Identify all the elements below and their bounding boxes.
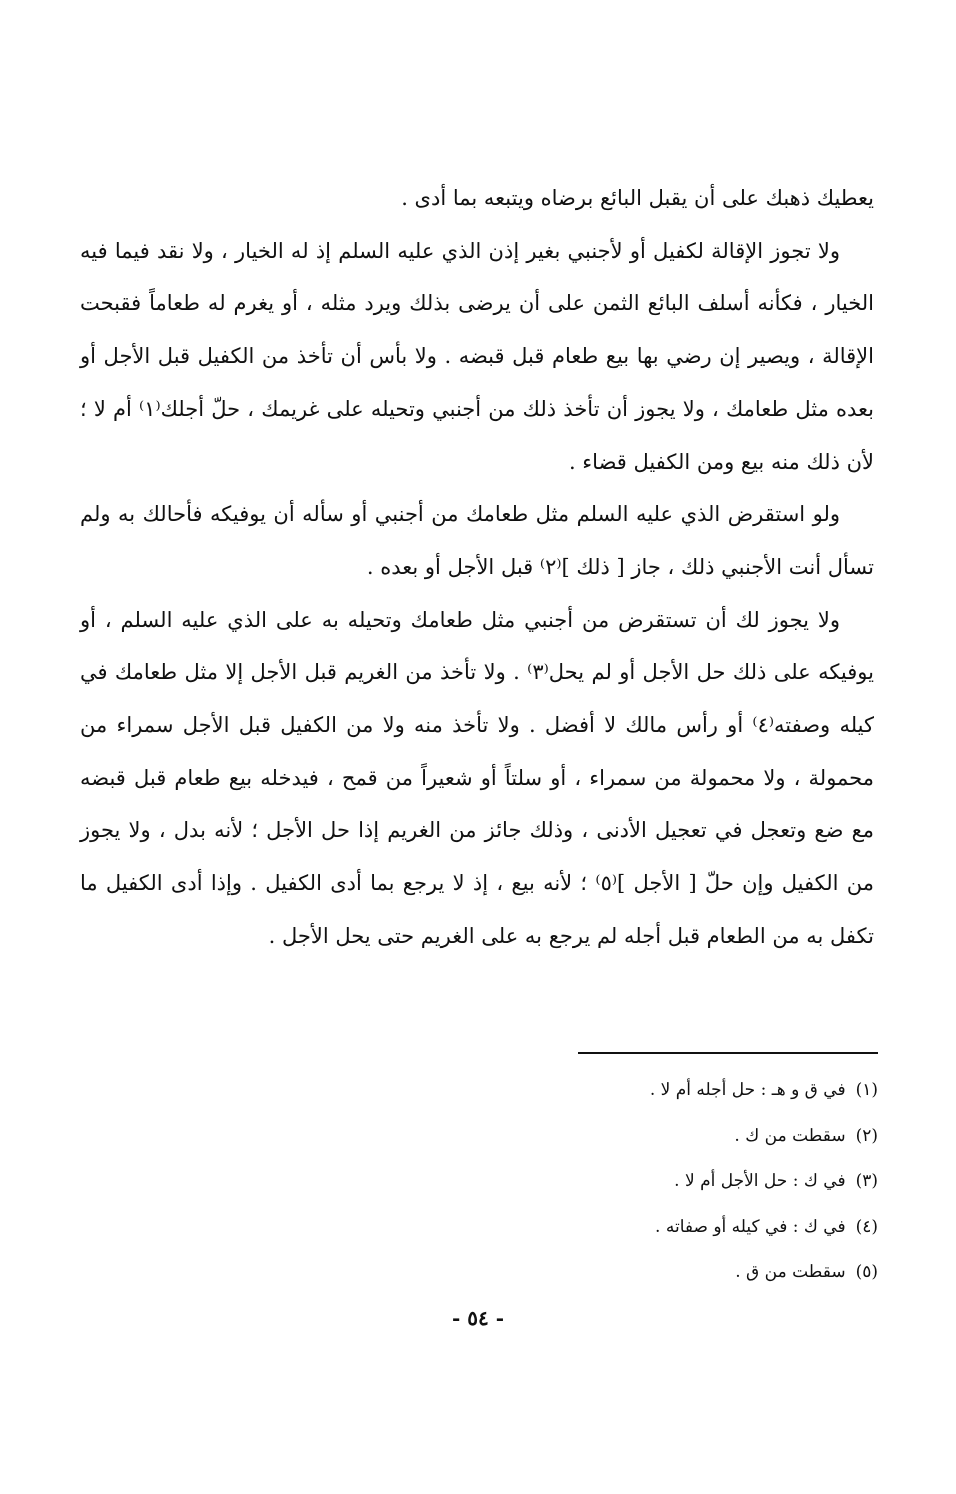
paragraph: ولا يجوز لك أن تستقرض من أجنبي مثل طعامك وتحيله به على الذي عليه السلم ، أو يوفيكه على ذلك حل الأجل أو لم يحل⁽٣⁾ . ولا تأخذ من الغريم قبل الأجل إلا مثل طعامك في كيله وصفته⁽٤⁾ أو رأس مالك لا أفضل . ولا تأخذ منه ولا من الكفيل قبل الأجل سمراء من محمولة ، ولا محمولة من سمراء ، أو سلتاً أو شعيراً من قمح ، فيدخله بيع طعام قبل قبضه مع ضع وتعجل في تعجيل الأدنى ، وذلك جائز من الغريم إذا حل الأجل ؛ لأنه بدل ، ولا يجوز من الكفيل وإن حلّ [ الأجل ]⁽٥⁾ ؛ لأنه بيع ، إذ لا يرجع بما أدى الكفيل . وإذا أدى الكفيل ما تكفل به من الطعام قبل أجله لم يرجع به على الغريم حتى يحل الأجل .: [80, 607, 875, 948]
main-text: [80, 172, 874, 963]
page-number: - ٥٤ -: [451, 1306, 504, 1330]
paragraph: ولا تجوز الإقالة لكفيل أو لأجنبي بغير إذن الذي عليه السلم إذ له الخيار ، ولا نقد فيما فيه الخيار ، فكأنه أسلف البائع الثمن على أن يرضى بذلك ويرد مثله ، أو يغرم له طعاماً فقبحت الإقالة ، ويصير إن رضي بها بيع طعام قبل قبضه . ولا بأس أن تأخذ من الكفيل قبل الأجل أو بعده مثل طعامك ، ولا يجوز أن تأخذ ذلك من أجنبي وتحيله على غريمك ، حلّ أجلك⁽١⁾ أم لا ؛ لأن ذلك منه بيع ومن الكفيل قضاء .: [80, 238, 874, 474]
paragraph-continuation: يعطيك ذهبك على أن يقبل البائع برضاه ويتبعه بما أدى .: [401, 186, 874, 210]
footnote-item: [300, 1250, 878, 1296]
footnote-text: سقطت من ك .: [734, 1125, 846, 1146]
footnote-number: (٤): [855, 1216, 878, 1237]
footnote-number: (٢): [855, 1125, 878, 1146]
footnote-text: سقطت من ق .: [735, 1262, 846, 1282]
footnote-item: [300, 1068, 878, 1114]
footnote-number: (٥): [855, 1262, 878, 1282]
footnote-text: في ق و هـ : حل أجله أم لا .: [649, 1080, 846, 1100]
footnote-number: (٣): [855, 1171, 878, 1191]
footnote-divider: [578, 1052, 878, 1054]
footnote-text: في ك : حل الأجل أم لا .: [674, 1171, 846, 1191]
footnote-text: في ك : في كيله أو صفاته .: [655, 1216, 846, 1237]
footnotes: [300, 1068, 878, 1296]
footnote-item: [300, 1114, 878, 1160]
paragraph: ولو استقرض الذي عليه السلم مثل طعامك من أجنبي أو سأله أن يوفيكه فأحالك به ولم تسأل أنت الأجنبي ذلك ، جاز [ ذلك ]⁽٢⁾ قبل الأجل أو بعده .: [80, 502, 874, 579]
footnote-item: [300, 1205, 878, 1251]
footnote-number: (١): [855, 1080, 878, 1100]
footnote-item: [300, 1159, 878, 1205]
